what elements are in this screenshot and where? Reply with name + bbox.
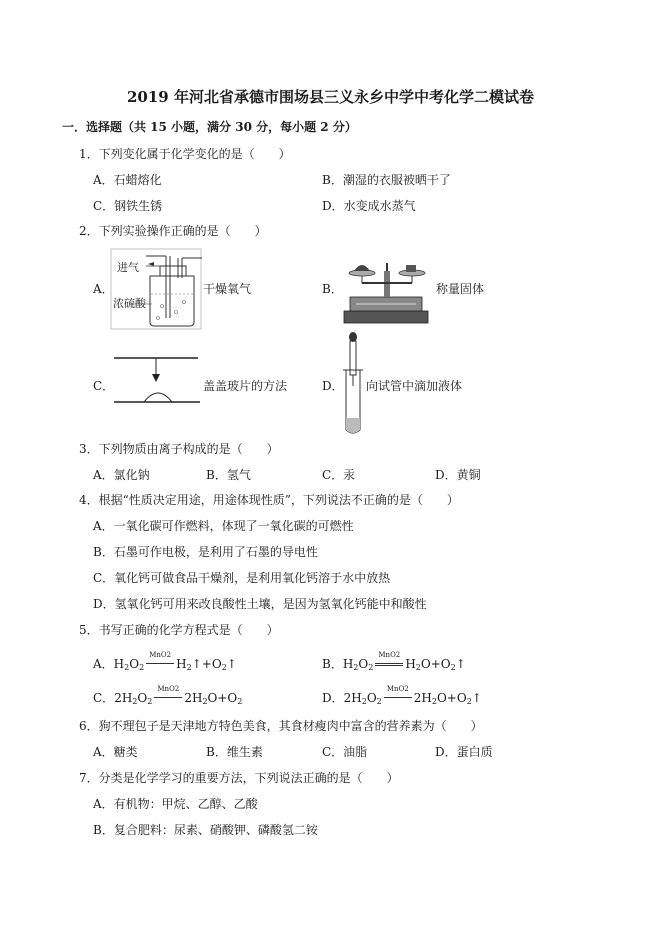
q3-option-a: A．氯化钠 [93, 468, 150, 482]
q1-option-a: A．石蜡熔化 [93, 173, 162, 187]
q1-option-d: D．水变成水蒸气 [322, 199, 416, 213]
q2-option-c-caption: 盖盖玻片的方法 [203, 379, 288, 393]
q2-option-a-caption: 干燥氧气 [203, 282, 252, 296]
balance-scale-image [340, 253, 432, 328]
q5-option-a: A．$H_2O_2$ MnO2 $H_2↑+O_2↑$ [93, 651, 237, 672]
page-title: 2019 年河北省承德市围场县三义永乡中学中考化学二模试卷 [127, 88, 534, 106]
question-3-stem: 3．下列物质由离子构成的是（ ） [79, 442, 279, 456]
q7-option-a: A．有机物：甲烷、乙醇、乙酸 [93, 797, 258, 811]
q2-a-label-in: 进气 [117, 261, 139, 274]
q2-option-b-caption: 称量固体 [436, 282, 485, 296]
question-2-stem: 2．下列实验操作正确的是（ ） [79, 224, 267, 238]
q6-option-c: C．油脂 [322, 745, 368, 759]
q2-option-d-caption: 向试管中滴加液体 [366, 379, 463, 393]
question-1-stem: 1．下列变化属于化学变化的是（ ） [79, 147, 291, 161]
section-heading: 一．选择题（共 15 小题，满分 30 分，每小题 2 分） [62, 120, 357, 134]
q2-a-label-acid: 浓硫酸 [113, 297, 146, 310]
q3-option-b: B．氢气 [206, 468, 251, 482]
q5-option-c: C．$2H_2O_2$ MnO2 $2H_2O+O_2$ [93, 685, 243, 706]
q4-option-b: B．石墨可作电极，是利用了石墨的导电性 [93, 545, 318, 559]
q2-option-d-letter: D． [322, 379, 344, 393]
q6-option-b: B．维生素 [206, 745, 263, 759]
q2-option-c-letter: C． [93, 379, 115, 393]
question-4-stem: 4．根据“性质决定用途，用途体现性质”，下列说法不正确的是（ ） [79, 493, 459, 507]
q4-option-d: D．氢氧化钙可用来改良酸性土壤，是因为氢氧化钙能中和酸性 [93, 597, 427, 611]
q6-option-a: A．糖类 [93, 745, 138, 759]
question-6-stem: 6．狗不理包子是天津地方特色美食，其食材瘦肉中富含的营养素为（ ） [79, 719, 483, 733]
q5-option-b: B．$H_2O_2$ MnO2 $H_2O+O_2↑$ [322, 651, 466, 672]
cover-slip-image [112, 352, 202, 407]
question-7-stem: 7．分类是化学学习的重要方法，下列说法正确的是（ ） [79, 771, 399, 785]
dropper-test-tube-image [340, 330, 366, 436]
q2-option-b-letter: B． [322, 282, 343, 296]
q4-option-c: C．氧化钙可做食品干燥剂，是利用氧化钙溶于水中放热 [93, 571, 391, 585]
q3-option-d: D．黄铜 [435, 468, 481, 482]
q7-option-b: B．复合肥料：尿素、硝酸钾、磷酸氢二铵 [93, 823, 318, 837]
q4-option-a: A．一氧化碳可作燃料，体现了一氧化碳的可燃性 [93, 519, 354, 533]
q2-option-a-letter: A． [93, 282, 114, 296]
q6-option-d: D．蛋白质 [435, 745, 493, 759]
q1-option-c: C．钢铁生锈 [93, 199, 163, 213]
q3-option-c: C．汞 [322, 468, 356, 482]
question-5-stem: 5．书写正确的化学方程式是（ ） [79, 623, 279, 637]
q5-option-d: D．$2H_2O_2$ MnO2 $2H_2O+O_2↑$ [322, 685, 482, 706]
q1-option-b: B．潮湿的衣服被晒干了 [322, 173, 451, 187]
